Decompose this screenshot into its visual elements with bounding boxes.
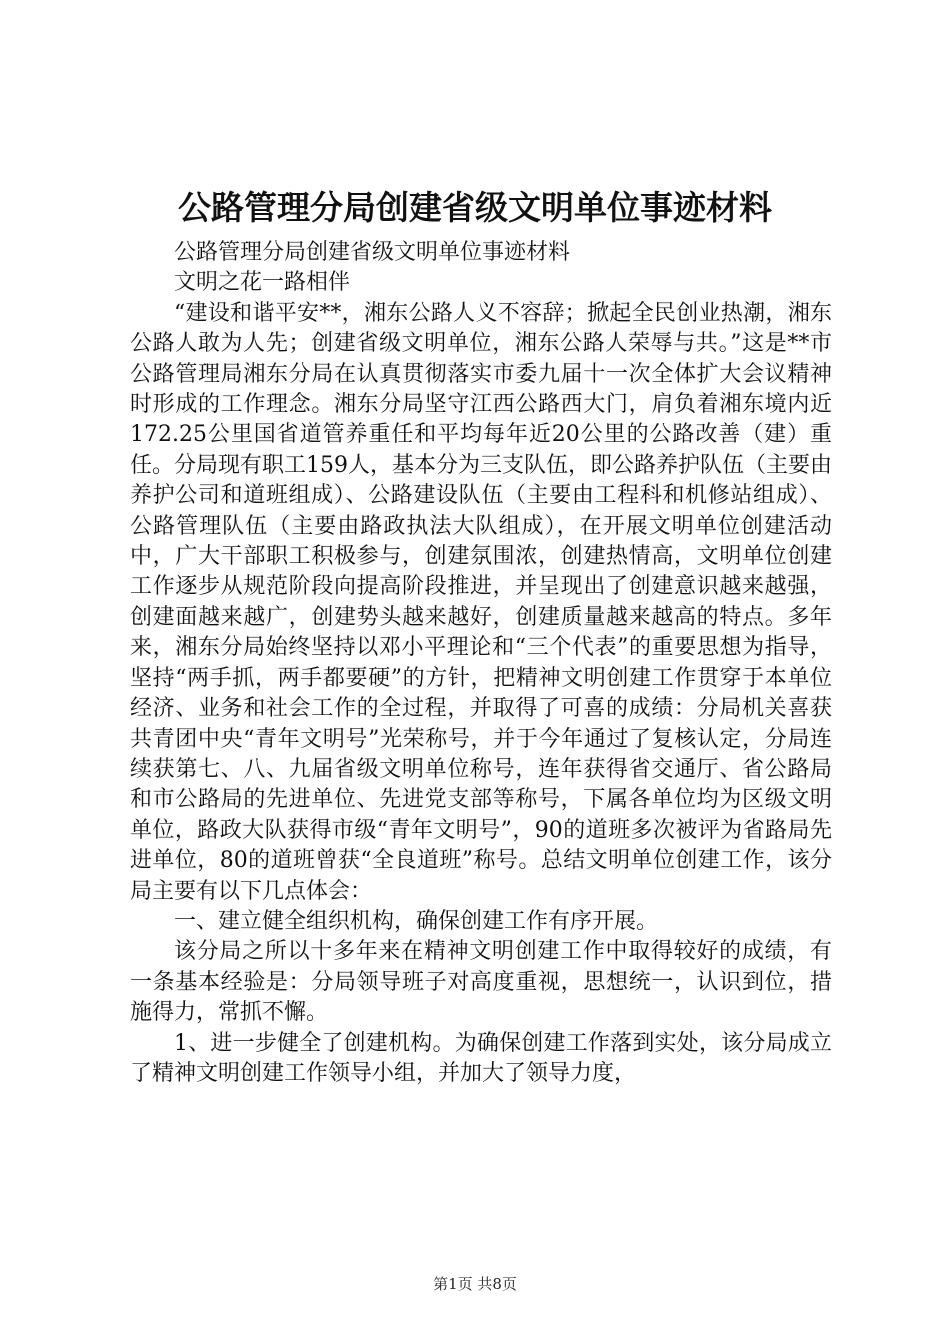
- section-heading-1: 一、建立健全组织机构，确保创建工作有序开展。: [174, 908, 659, 934]
- paragraph-subtitle: 公路管理分局创建省级文明单位事迹材料: [174, 240, 571, 265]
- page-number-footer: 第1页 共8页: [433, 1275, 517, 1293]
- document-body: [130, 238, 832, 1089]
- paragraph-intro: “建设和谐平安**，湘东公路人义不容辞；掀起全民创业热潮，湘东公路人敢为人先；创建省级文明单位，湘东公路人荣辱与共。”这是**市公路管理局湘东分局在认真贯彻落实市委九届十一次全体扩大会议精神时形成的工作理念。湘东分局坚守江西公路西大门，肩负着湘东境内近172.25公里国省道管养重任和平均每年近20公里的公路改善（建）重任。分局现有职工159人，基本分为三支队伍，即公路养护队伍（主要由养护公司和道班组成）、公路建设队伍（主要由工程科和机修站组成）、公路管理队伍（主要由路政执法大队组成），在开展文明单位创建活动中，广大干部职工积极参与，创建氛围浓，创建热情高，文明单位创建工作逐步从规范阶段向提高阶段推进，并呈现出了创建意识越来越强，创建面越来越广，创建势头越来越好，创建质量越来越高的特点。多年来，湘东分局始终坚持以邓小平理论和“三个代表”的重要思想为指导，坚持“两手抓，两手都要硬”的方针，把精神文明创建工作贯穿于本单位经济、业务和社会工作的全过程，并取得了可喜的成绩：分局机关喜获共青团中央“青年文明号”光荣称号，并于今年通过了复核认定，分局连续获第七、八、九届省级文明单位称号，连年获得省交通厅、省公路局和市公路局的先进单位、先进党支部等称号，下属各单位均为区级文明单位，路政大队获得市级“青年文明号”，90的道班多次被评为省路局先进单位，80的道班曾获“全良道班”称号。总结文明单位创建工作，该分局主要有以下几点体会：: [130, 300, 832, 904]
- document-title: 公路管理分局创建省级文明单位事迹材料: [178, 188, 772, 227]
- paragraph-tagline: 文明之花一路相伴: [174, 270, 351, 296]
- paragraph-item-1: 1、进一步健全了创建机构。为确保创建工作落到实处，该分局成立了精神文明创建工作领导小组，并加大了领导力度，: [130, 1030, 832, 1086]
- paragraph-section-1: 该分局之所以十多年来在精神文明创建工作中取得较好的成绩，有一条基本经验是：分局领导班子对高度重视，思想统一，认识到位，措施得力，常抓不懈。: [130, 939, 832, 1026]
